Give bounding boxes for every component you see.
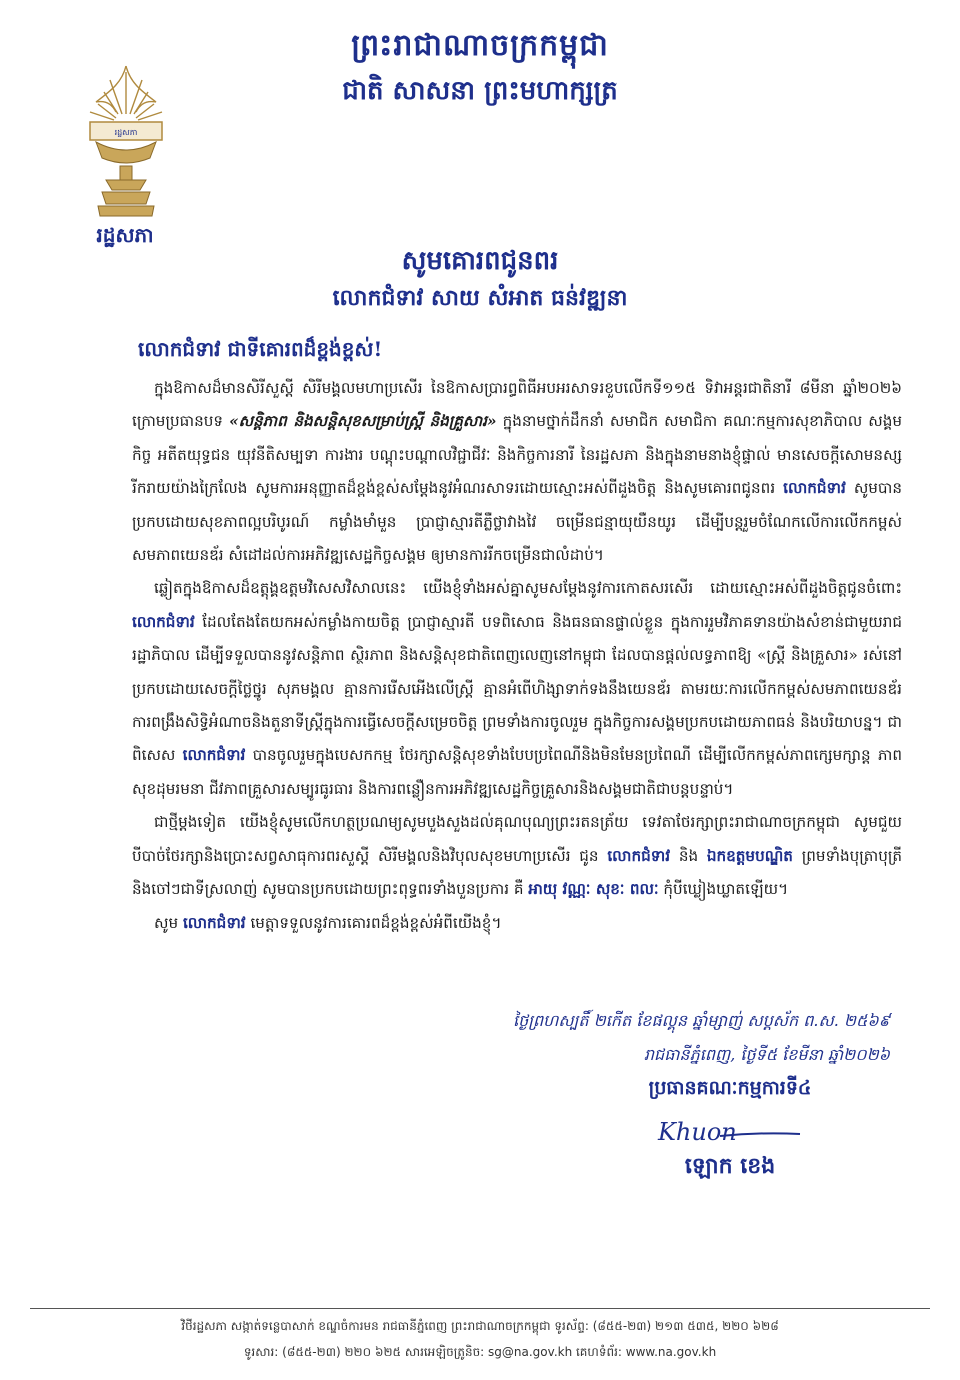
signer-name: ឡោក ខេង — [684, 1153, 776, 1179]
p3-text-c: ព្រមទាំងបុត្រាបុត្រីនិងចៅៗជាទីស្រលាញ់ សូមបានប្រកបដោយព្រះពុទ្ធពរទាំងបួនប្រការ គឺ — [132, 846, 903, 899]
letter-body — [132, 372, 902, 940]
paragraph-4 — [132, 907, 902, 940]
lunar-date: ថ្ងៃព្រហស្បតិ៍ ២កើត ខែផល្គុន ឆ្នាំម្សាញ់ សប្តស័ក ព.ស. ២៥៦៩ — [512, 1011, 890, 1030]
p1-honorific: លោកជំទាវ — [783, 479, 846, 498]
kingdom-title: ព្រះរាជាណាចក្រកម្ពុជា — [351, 28, 609, 63]
p2-text-d: បានចូលរួមក្នុងបេសកកម្ម ថែរក្សាសន្តិសុខទាំងបែបប្រពៃណីនិងមិនមែនប្រពៃណី ដើម្បីលើកកម្ពស់ភាពក្សេមក្សាន្ត ភាពសុខដុមរមនា ជីវភាពគ្រួសារសម្បូរធូរធារ និងការពន្លឿនការអភិវឌ្ឍសេដ្ឋកិច្ចគ្រួសារនិងសង្គមជាតិជាបន្តបន្ទាប់។ — [132, 746, 903, 798]
p3-text-b: និង — [678, 846, 699, 865]
salutation: លោកជំទាវ ជាទីគោរពដ៏ខ្ពង់ខ្ពស់! — [138, 337, 383, 361]
solar-date: រាជធានីភ្នំពេញ, ថ្ងៃទី៥ ខែមីនា ឆ្នាំ២០២៦ — [643, 1045, 890, 1064]
svg-text:រដ្ឋសភា: រដ្ឋសភា — [114, 128, 138, 137]
p1-text-b: ក្នុងនាមថ្នាក់ដឹកនាំ សមាជិក សមាជិកា គណៈកម្មការសុខាភិបាល សង្គមកិច្ច អតីតយុទ្ធជន យុវនីតិសម្បទា ការងារ បណ្តុះបណ្តាលវិជ្ជាជីវៈ និងកិច្ចការនារី នៃរដ្ឋសភា និងក្នុងនាមនាងខ្ញុំផ្ទាល់ មានសេចក្តីសោមនស្សរីករាយយ៉ាងក្រៃលែង សូមការអនុញ្ញាតដ៏ខ្ពង់ខ្ពស់សម្តែងនូវអំណរសាទរដោយស្មោះអស់ពីដួងចិត្ត និងសូមគោរពជូនពរ — [132, 412, 902, 498]
p1-text-c: សូមបានប្រកបដោយសុខភាពល្អបរិបូរណ៍ កម្លាំងមាំមួន ប្រាជ្ញាស្មារតីភ្លឺថ្លាវាងវៃ ចម្រើនជន្មាយុយឺនយូរ ដើម្បីបន្តរួមចំណែកលើការលើកកម្ពស់សមភាពយេនឌ័រ សំដៅដល់ការអភិវឌ្ឍសេដ្ឋកិច្ចសង្គម ឲ្យមានការរីកចម្រើនជាលំដាប់។ — [132, 479, 903, 565]
p2-text-a: ឆ្លៀតក្នុងឱកាសដ៏ឧត្តុង្គឧត្តមវិសេសវិសាលនេះ យើងខ្ញុំទាំងអស់គ្នាសូមសម្តែងនូវការកោតសរសើរ ដោយស្មោះអស់ពីដួងចិត្តជូនចំពោះ — [154, 579, 902, 598]
national-motto: ជាតិ សាសនា ព្រះមហាក្សត្រ — [342, 76, 618, 106]
p4-honorific: លោកជំទាវ — [182, 913, 246, 932]
paragraph-3 — [132, 806, 902, 906]
p4-text-b: មេត្តាទទួលនូវការគោរពដ៏ខ្ពង់ខ្ពស់អំពីយើងខ្ញុំ។ — [250, 913, 502, 932]
p1-theme: «សន្តិភាព និងសន្តិសុខសម្រាប់ស្ត្រី និងគ្រួសារ» — [229, 412, 497, 431]
p2-families: «ស្ត្រី និងគ្រួសារ» — [757, 646, 858, 665]
p3-honorific-2: ឯកឧត្តមបណ្ឌិត — [706, 846, 793, 865]
p2-text-c: រស់នៅប្រកបដោយសេចក្តីថ្លៃថ្នូរ សុភមង្គល គ្មានការរើសអើងលើស្ត្រី គ្មានអំពើហិង្សាទាក់ទងនឹងយេនឌ័រ តាមរយៈការលើកកម្ពស់សមភាពយេនឌ័រ ការពង្រឹងសិទ្ធិអំណាចនិងតួនាទីស្ត្រីក្នុងការធ្វើសេចក្តីសម្រេចចិត្ត ព្រមទាំងការចូលរួម ក្នុងកិច្ចការសង្គមប្រកបដោយភាពធន់ និងបរិយាបន្ន។ ជាពិសេស — [132, 646, 903, 765]
footer-divider — [30, 1308, 930, 1309]
svg-text:Khuon: Khuon — [658, 1118, 737, 1146]
emblem-caption: រដ្ឋសភា — [96, 223, 154, 247]
p2-honorific: លោកជំទាវ — [132, 612, 195, 631]
national-assembly-emblem-icon — [76, 62, 176, 222]
signer-title: ប្រធានគណៈកម្មការទី៤ — [648, 1077, 812, 1099]
p3-text-a: ជាថ្មីម្តងទៀត យើងខ្ញុំសូមលើកហត្ថប្រណម្យសូមបួងសួងដល់គុណបុណ្យព្រះរតនត្រ័យ ទេវតាថែរក្សាព្រះរាជាណាចក្រកម្ពុជា សូមជួយបីបាច់ថែរក្សានិងប្រោះសព្វសាធុការពរសួស្តី សិរីមង្គលនិងវិបុលសុខមហាប្រសើរ ជូន — [132, 813, 902, 865]
paragraph-1 — [132, 372, 902, 572]
footer-address: វិថីរដ្ឋសភា សង្កាត់ទន្លេបាសាក់ ខណ្ឌចំការមន រាជធានីភ្នំពេញ ព្រះរាជាណាចក្រកម្ពុជា ទូរស័ព្ទ: (៨៥៥-២៣) ២១៣ ៥៣៥, ២២០ ៦២៨ — [181, 1319, 779, 1333]
paragraph-2 — [132, 572, 902, 806]
p2-honorific-2: លោកជំទាវ — [182, 746, 246, 765]
signature-icon — [650, 1110, 810, 1150]
p3-text-d: កុំបីឃ្លៀងឃ្លាតឡើយ។ — [663, 880, 789, 899]
p3-blessings: អាយុ វណ្ណៈ សុខៈ ពលៈ — [528, 880, 659, 899]
p2-text-b: ដែលតែងតែយកអស់កម្លាំងកាយចិត្ត ប្រាជ្ញាស្មារតី បទពិសោធ និងធនធានផ្ទាល់ខ្លួន ក្នុងការរួមវិភាគទានយ៉ាងសំខាន់ជាមួយរាជរដ្ឋាភិបាល ដើម្បីទទួលបាននូវសន្តិភាព ស្ថិរភាព និងសន្តិសុខជាតិពេញលេញនៅកម្ពុជា ដែលបានផ្តល់លទ្ធភាពឱ្យ — [132, 612, 903, 665]
footer-contact: ទូរសារ: (៨៥៥-២៣) ២២០ ៦២៥ សារអេឡិចត្រូនិច: sg@na.gov.kh គេហទំព័រ: www.na.gov.kh — [243, 1345, 717, 1359]
p3-honorific: លោកជំទាវ — [607, 846, 671, 865]
recipient-name: លោកជំទាវ សាយ សំអាត ធន់វឌ្ឍនា — [332, 285, 628, 311]
p1-text-a: ក្នុងឱកាសដ៏មានសិរីសួស្តី សិរីមង្គលមហាប្រសើរ នៃឱកាសប្រារព្ធពិធីអបអរសាទរខួបលើកទី១១៥ ទិវាអន្តរជាតិនារី ៨មីនា ឆ្នាំ២០២៦ ក្រោមប្រធានបទ — [132, 379, 902, 431]
greeting-title: សូមគោរពជូនពរ — [401, 246, 559, 276]
p4-text-a: សូម — [154, 913, 179, 932]
